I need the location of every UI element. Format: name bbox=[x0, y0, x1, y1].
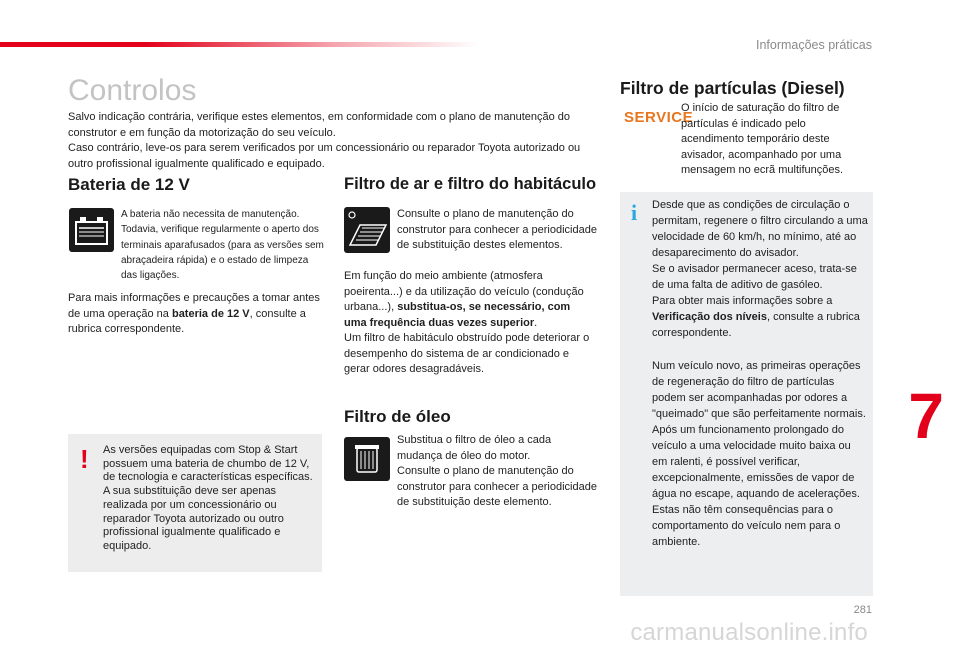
oil-filter-heading: Filtro de óleo bbox=[344, 407, 451, 426]
battery-more-part: Para mais informações e precauções a tomar antes de uma operação na bbox=[68, 292, 320, 320]
air-filter-more-paragraph bbox=[344, 269, 594, 331]
battery-more-bold: bateria de 12 V bbox=[171, 307, 250, 320]
page-number: 281 bbox=[853, 604, 872, 616]
battery-more-text bbox=[68, 291, 328, 338]
air-filter-more-text bbox=[344, 269, 594, 378]
info-bold: Verificação dos níveis bbox=[652, 311, 767, 323]
oil-filter-text bbox=[397, 433, 597, 511]
exclamation-icon: ! bbox=[80, 444, 89, 474]
info-text bbox=[652, 197, 868, 550]
battery-more-part: , consulte a rubrica correspondente. bbox=[68, 307, 306, 335]
particle-filter-text: O início de saturação do filtro de partículas é indicado pelo acendimento temporário deste avisador, acompanhado por uma mensagem no ecrã multifunções. bbox=[681, 102, 844, 176]
chapter-number: 7 bbox=[908, 380, 944, 452]
section-title: Informações práticas bbox=[755, 38, 872, 52]
air-filter-heading: Filtro de ar e filtro do habitáculo bbox=[344, 175, 597, 193]
oil-filter-icon bbox=[344, 437, 390, 481]
warning-paragraph: As versões equipadas com Stop & Start possuem uma bateria de chumbo de 12 V, de tecnologia e características específicas. bbox=[103, 444, 313, 484]
air-filter-more-paragraph: Um filtro de habitáculo obstruído pode deteriorar o desempenho do sistema de ar condicionado e gerar odores desagradáveis. bbox=[344, 332, 590, 375]
info-paragraph: Desde que as condições de circulação o permitam, regenere o filtro circulando a uma velocidade de 60 km/h, no mínimo, até ao desaparecimento do avisador. bbox=[652, 199, 868, 259]
intro-paragraph-2: Caso contrário, leve-os para serem verificados por um concessionário ou reparador Toyota autorizado ou outro profissional igualmente qualificado e equipado. bbox=[68, 142, 581, 170]
air-filter-icon bbox=[344, 207, 390, 253]
intro-text bbox=[68, 110, 608, 172]
air-filter-more-part: . bbox=[534, 316, 538, 329]
info-part: , consulte a rubrica correspondente. bbox=[652, 311, 860, 339]
info-part: Para obter mais informações sobre a bbox=[652, 295, 833, 307]
page-title: Controlos bbox=[68, 74, 197, 107]
header-accent-bar bbox=[0, 42, 480, 47]
oil-filter-paragraph: Consulte o plano de manutenção do construtor para conhecer a periodicidade de substituição deste elemento. bbox=[397, 465, 597, 508]
info-paragraph bbox=[652, 293, 868, 341]
info-box bbox=[620, 192, 873, 596]
warning-box bbox=[68, 434, 322, 572]
info-paragraph: Após um funcionamento prolongado do veículo a uma velocidade muito baixa ou em ralenti, é possível verificar, excepcionalmente, emissões de vapor de água no escape, aquando de acelerações. Estas não têm consequências para o comportamento do veículo nem para o ambiente. bbox=[652, 424, 860, 548]
intro-paragraph-1: Salvo indicação contrária, verifique estes elementos, em conformidade com o plano de manutenção do construtor e em função da motorização do seu veículo. bbox=[68, 111, 571, 139]
battery-heading: Bateria de 12 V bbox=[68, 175, 190, 194]
info-paragraph: Num veículo novo, as primeiras operações de regeneração do filtro de partículas podem ser acompanhadas por odores a "queimado" que são perfeitamente normais. bbox=[652, 360, 866, 420]
particle-filter-heading: Filtro de partículas (Diesel) bbox=[620, 78, 845, 98]
battery-text: A bateria não necessita de manutenção. Todavia, verifique regularmente o aperto dos terminais aparafusados (para as versões sem abraçadeira rápida) e o estado de limpeza das ligações. bbox=[121, 209, 324, 282]
watermark: carmanualsonline.info bbox=[630, 619, 868, 646]
air-filter-text: Consulte o plano de manutenção do construtor para conhecer a periodicidade de substituição destes elementos. bbox=[397, 208, 597, 251]
warning-text bbox=[103, 444, 315, 554]
warning-paragraph: A sua substituição deve ser apenas realizada por um concessionário ou reparador Toyota autorizado ou outro profissional igualmente qualificado e equipado. bbox=[103, 485, 284, 552]
info-icon: i bbox=[631, 200, 638, 225]
air-filter-more-bold: substitua-os, se necessário, com uma frequência duas vezes superior bbox=[344, 301, 571, 329]
air-filter-more-part: Em função do meio ambiente (atmosfera poeirenta...) e da utilização do veículo (condução urbana...), bbox=[344, 270, 584, 313]
car-battery-icon bbox=[69, 208, 114, 252]
oil-filter-paragraph: Substitua o filtro de óleo a cada mudança de óleo do motor. bbox=[397, 434, 552, 462]
service-warning-icon: SERVICE bbox=[624, 109, 694, 126]
info-paragraph: Se o avisador permanecer aceso, trata-se de uma falta de aditivo de gasóleo. bbox=[652, 263, 857, 291]
